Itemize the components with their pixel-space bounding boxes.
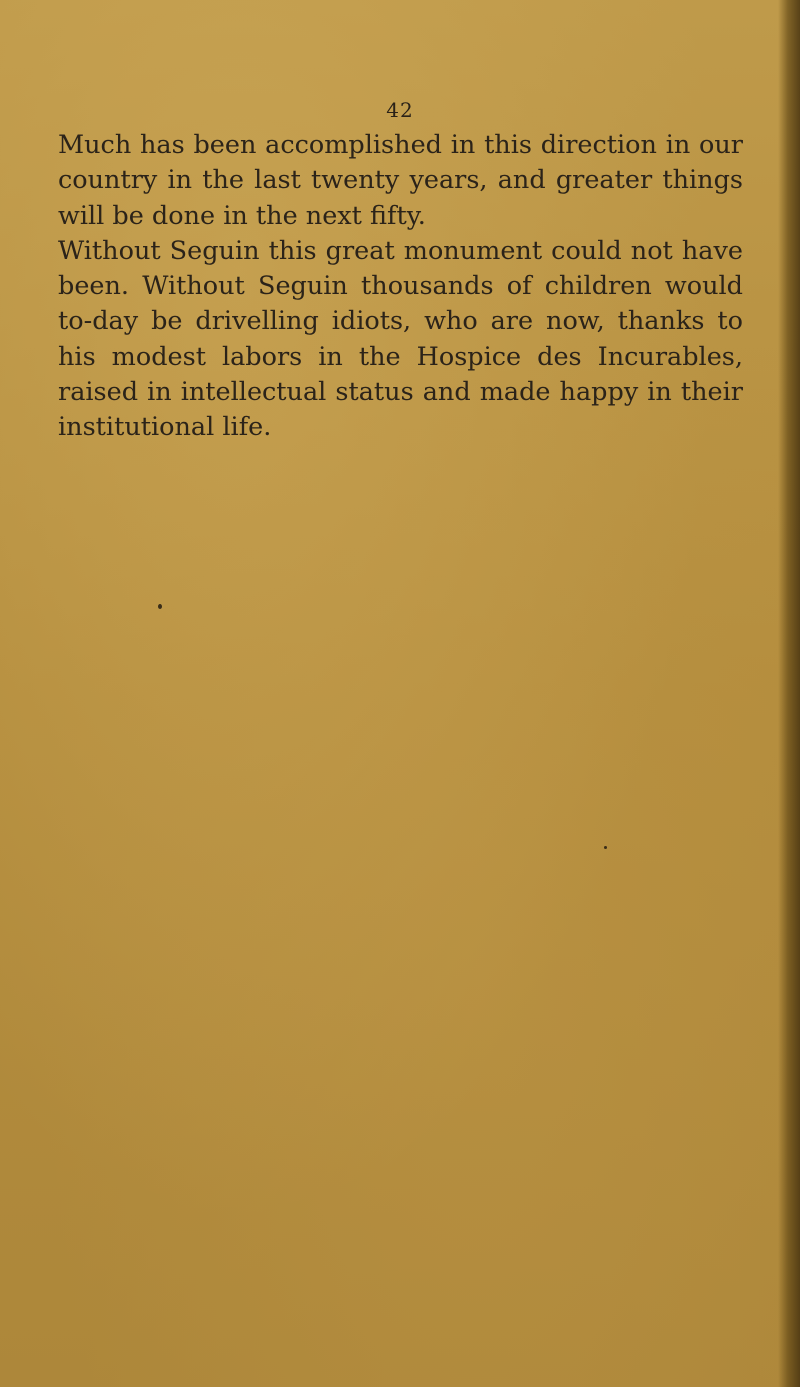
paragraph-1: Much has been accomplished in this direction in our country in the last twenty years, and greater things will be done in the next fifty. xyxy=(58,130,743,231)
binding-edge-shadow xyxy=(778,0,800,1387)
paper-speck xyxy=(604,846,607,849)
page-body xyxy=(58,128,743,446)
page-number: 42 xyxy=(386,98,414,122)
paper-speck xyxy=(158,604,162,609)
paragraph-2: Without Seguin this great monument could not have been. Without Seguin thousands of children would to-day be drivelling idiots, who are now, thanks to his modest labors in the Hospice des Incurables, raised in intellectual status and made happy in their institutional life. xyxy=(58,235,743,443)
